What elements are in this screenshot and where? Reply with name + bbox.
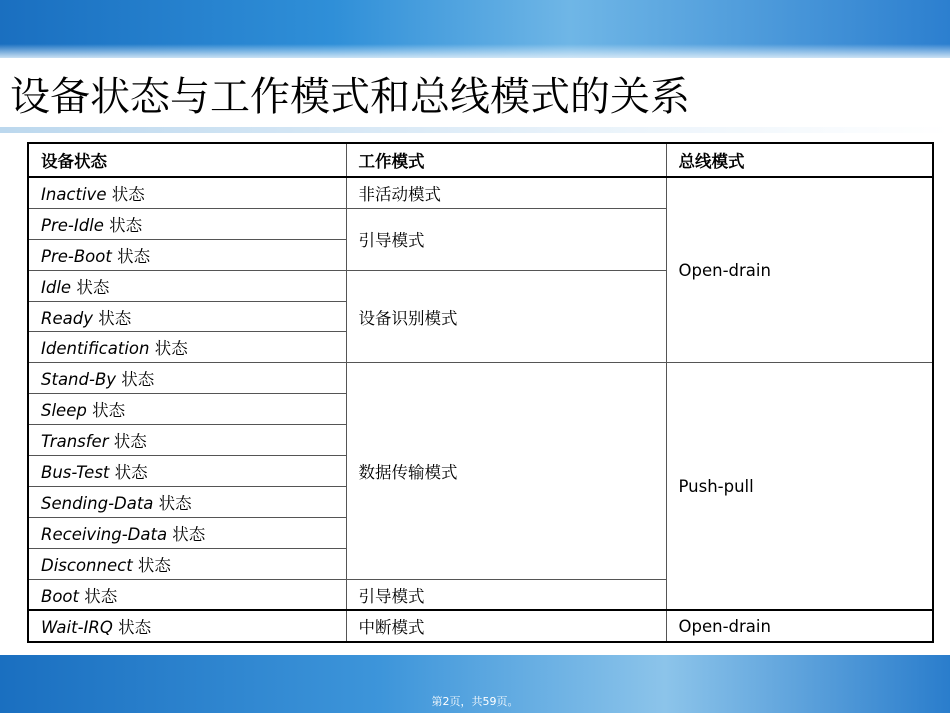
table-row — [28, 363, 933, 394]
work-mode-cell: 设备识别模式 — [346, 270, 666, 363]
table-row — [28, 610, 933, 642]
header-bus-mode: 总线模式 — [666, 143, 933, 177]
state-cell: Sending-Data 状态 — [28, 486, 346, 517]
table-header-row — [28, 143, 933, 177]
top-banner — [0, 0, 950, 58]
state-cell: Boot 状态 — [28, 579, 346, 610]
bus-mode-cell: Push-pull — [666, 363, 933, 611]
state-cell: Inactive 状态 — [28, 177, 346, 208]
state-mode-table — [27, 142, 934, 643]
state-cell: Ready 状态 — [28, 301, 346, 332]
state-cell: Idle 状态 — [28, 270, 346, 301]
bus-mode-cell: Open-drain — [666, 610, 933, 642]
slide-title: 设备状态与工作模式和总线模式的关系 — [10, 74, 690, 120]
header-device-state: 设备状态 — [28, 143, 346, 177]
state-cell: Pre-Idle 状态 — [28, 208, 346, 239]
bus-mode-cell: Open-drain — [666, 177, 933, 363]
state-cell: Transfer 状态 — [28, 425, 346, 456]
state-cell: Receiving-Data 状态 — [28, 517, 346, 548]
state-cell: Stand-By 状态 — [28, 363, 346, 394]
work-mode-cell: 引导模式 — [346, 579, 666, 610]
table-row — [28, 177, 933, 208]
state-cell: Wait-IRQ 状态 — [28, 610, 346, 642]
state-cell: Sleep 状态 — [28, 394, 346, 425]
work-mode-cell: 数据传输模式 — [346, 363, 666, 579]
header-work-mode: 工作模式 — [346, 143, 666, 177]
state-cell: Identification 状态 — [28, 332, 346, 363]
work-mode-cell: 引导模式 — [346, 208, 666, 270]
state-cell: Bus-Test 状态 — [28, 456, 346, 487]
state-cell: Pre-Boot 状态 — [28, 239, 346, 270]
work-mode-cell: 非活动模式 — [346, 177, 666, 208]
page-number: 第2页，共59页。 — [431, 695, 519, 708]
state-cell: Disconnect 状态 — [28, 548, 346, 579]
title-divider — [0, 127, 950, 133]
work-mode-cell: 中断模式 — [346, 610, 666, 642]
